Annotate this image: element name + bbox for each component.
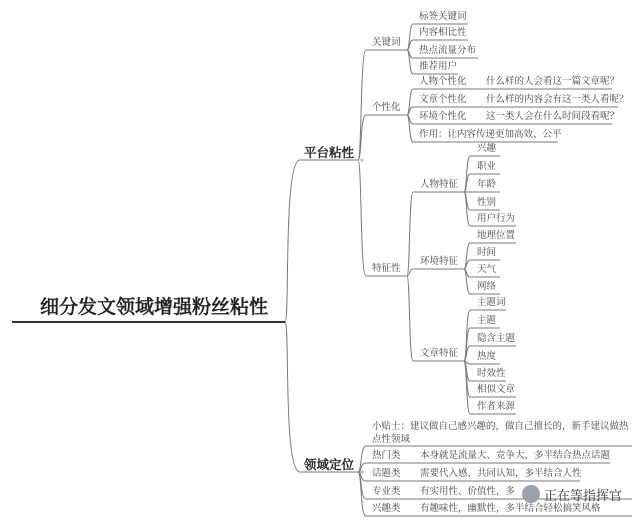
platform-to-keywords bbox=[358, 50, 366, 160]
article-feature-label[interactable]: 文章特征 bbox=[420, 348, 459, 359]
root-to-platform bbox=[285, 160, 300, 322]
platform-title[interactable]: 平台粘性 bbox=[304, 145, 355, 160]
person-feature-item[interactable]: 职业 bbox=[477, 161, 497, 172]
domain-desc: 有趣味性，幽默性，多半结合轻松搞笑风格 bbox=[420, 503, 601, 514]
environment-feature-item[interactable]: 网络 bbox=[477, 281, 497, 292]
domain-tip[interactable]: 小贴士：建议做自己感兴趣的，做自己擅长的，新手建议做热点性领域 bbox=[372, 421, 629, 445]
article-feature-item[interactable]: 作者来源 bbox=[477, 401, 516, 412]
personalization-item[interactable]: 人物个性化 bbox=[419, 76, 467, 87]
personalization-question: 这一类人会在什么时间段看呢？ bbox=[486, 111, 620, 122]
person-feature-item[interactable]: 年龄 bbox=[477, 179, 497, 190]
domain-type[interactable]: 热门类 bbox=[372, 450, 401, 461]
article-feature-item[interactable]: 相似文章 bbox=[477, 384, 516, 395]
domain-type[interactable]: 兴趣类 bbox=[372, 503, 401, 514]
personalization-item[interactable]: 文章个性化 bbox=[419, 94, 467, 105]
personalization-item[interactable]: 环境个性化 bbox=[419, 111, 467, 122]
watermark-text: 正在等指挥官 bbox=[544, 489, 623, 504]
person-feature-item[interactable]: 用户行为 bbox=[477, 213, 516, 224]
platform-to-features bbox=[358, 160, 366, 276]
environment-feature-item[interactable]: 地理位置 bbox=[477, 230, 516, 241]
domain-desc: 有实用性、价值性，多 bbox=[420, 486, 516, 497]
root-to-domain bbox=[285, 322, 300, 472]
environment-feature-item[interactable]: 天气 bbox=[477, 264, 497, 275]
domain-desc: 需要代入感、共同认知，多半结合人性 bbox=[420, 468, 582, 479]
features-label[interactable]: 特征性 bbox=[372, 263, 401, 274]
domain-type[interactable]: 专业类 bbox=[372, 486, 401, 497]
person-feature-label[interactable]: 人物特征 bbox=[420, 179, 459, 190]
keyword-item[interactable]: 内容相比性 bbox=[419, 27, 467, 38]
domain-desc: 本身就是流量大、竞争大，多半结合热点话题 bbox=[420, 450, 611, 461]
domain-collapse-dot bbox=[360, 470, 363, 473]
keyword-item[interactable]: 热点流量分布 bbox=[419, 45, 477, 56]
article-feature-item[interactable]: 隐含主题 bbox=[477, 333, 516, 344]
person-feature-item[interactable]: 兴趣 bbox=[477, 143, 497, 154]
keywords-label[interactable]: 关键词 bbox=[372, 37, 401, 48]
personalization-label[interactable]: 个性化 bbox=[372, 102, 401, 113]
personalization-effect[interactable]: 作用：让内容传递更加高效、公平 bbox=[419, 129, 562, 140]
domain-type[interactable]: 话题类 bbox=[372, 468, 401, 479]
root-title[interactable]: 细分发文领域增强粉丝粘性 bbox=[40, 296, 269, 318]
keyword-item[interactable]: 标签关键词 bbox=[419, 11, 467, 22]
environment-feature-item[interactable]: 时间 bbox=[477, 247, 497, 258]
personalization-question: 什么样的人会看这一篇文章呢？ bbox=[486, 76, 620, 87]
domain-title[interactable]: 领域定位 bbox=[304, 457, 355, 472]
article-feature-item[interactable]: 主题词 bbox=[477, 297, 506, 308]
environment-feature-label[interactable]: 环境特征 bbox=[420, 256, 459, 267]
keyword-item[interactable]: 推荐用户 bbox=[419, 61, 458, 72]
article-feature-item[interactable]: 主题 bbox=[477, 315, 497, 326]
personalization-question: 什么样的内容会有这一类人看呢？ bbox=[486, 94, 629, 105]
person-feature-item[interactable]: 性别 bbox=[477, 197, 497, 208]
platform-collapse-dot bbox=[360, 158, 363, 161]
watermark-icon bbox=[522, 485, 540, 503]
article-feature-item[interactable]: 时效性 bbox=[477, 368, 506, 379]
article-feature-item[interactable]: 热度 bbox=[477, 351, 497, 362]
